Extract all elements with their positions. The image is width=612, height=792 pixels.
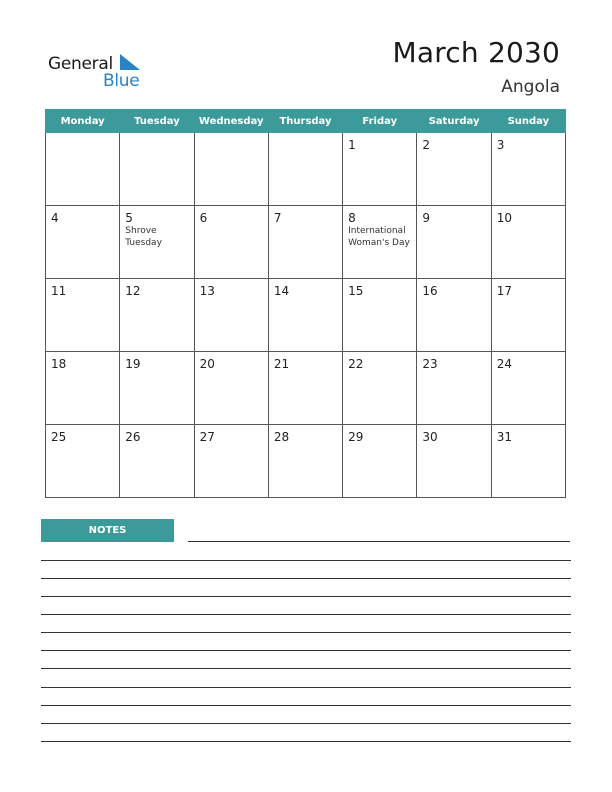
day-number: 3 xyxy=(496,138,505,152)
notes-line xyxy=(41,632,571,633)
day-cell xyxy=(268,206,342,279)
day-number: 16 xyxy=(422,284,438,298)
day-number: 9 xyxy=(422,211,431,225)
day-cell xyxy=(194,133,268,206)
day-cell xyxy=(194,352,268,425)
day-cell xyxy=(343,279,417,352)
page-title: March 2030 xyxy=(392,36,560,69)
notes-line xyxy=(41,741,571,742)
notes-heading: NOTES xyxy=(41,519,174,542)
day-cell xyxy=(491,133,565,206)
day-cell xyxy=(491,425,565,498)
notes-line xyxy=(188,541,570,542)
day-cell xyxy=(120,133,194,206)
day-cell xyxy=(46,206,120,279)
day-number: 12 xyxy=(125,284,141,298)
day-number: 18 xyxy=(51,357,67,371)
day-number: 2 xyxy=(422,138,431,152)
notes-line xyxy=(41,560,571,561)
day-cell xyxy=(417,133,491,206)
day-cell xyxy=(417,206,491,279)
day-cell xyxy=(343,352,417,425)
country-label: Angola xyxy=(501,77,560,97)
day-cell xyxy=(120,206,194,279)
brand-word-blue: Blue xyxy=(103,71,140,91)
notes-line xyxy=(41,578,571,579)
day-cell xyxy=(491,206,565,279)
day-number: 21 xyxy=(273,357,290,371)
day-cell xyxy=(343,425,417,498)
day-number: 28 xyxy=(273,430,290,444)
day-cell xyxy=(194,279,268,352)
day-cell xyxy=(417,279,491,352)
day-number: 22 xyxy=(348,357,364,371)
day-cell xyxy=(46,352,120,425)
notes-line xyxy=(41,614,571,615)
weekday-header: Saturday xyxy=(417,110,491,133)
weekday-header: Wednesday xyxy=(194,110,268,133)
holiday-label: Shrove Tuesday xyxy=(125,226,162,248)
day-number: 29 xyxy=(348,430,364,444)
day-number: 13 xyxy=(199,284,215,298)
day-cell xyxy=(268,425,342,498)
weekday-header: Tuesday xyxy=(120,110,194,133)
notes-line xyxy=(41,687,571,688)
holiday-label: International Woman's Day xyxy=(348,226,410,248)
day-cell xyxy=(120,352,194,425)
day-cell xyxy=(491,279,565,352)
day-cell xyxy=(417,352,491,425)
day-cell xyxy=(46,425,120,498)
notes-line xyxy=(41,723,571,724)
day-number: 24 xyxy=(496,357,512,371)
day-number: 23 xyxy=(422,357,438,371)
day-cell xyxy=(120,425,194,498)
day-number: 4 xyxy=(51,211,59,225)
day-number: 26 xyxy=(125,430,141,444)
day-number: 25 xyxy=(51,430,67,444)
weekday-header-row xyxy=(46,110,566,133)
day-number: 10 xyxy=(496,211,512,225)
calendar-grid xyxy=(45,109,566,498)
day-cell xyxy=(491,352,565,425)
day-cell xyxy=(268,279,342,352)
day-number: 14 xyxy=(273,284,290,298)
week-row xyxy=(46,425,566,498)
day-number: 15 xyxy=(348,284,364,298)
day-number: 20 xyxy=(199,357,215,371)
day-number: 5 xyxy=(125,211,133,225)
weekday-header: Sunday xyxy=(491,110,565,133)
week-row xyxy=(46,206,566,279)
brand-logo xyxy=(48,52,148,92)
day-cell xyxy=(343,133,417,206)
day-number: 1 xyxy=(348,138,356,152)
day-number: 8 xyxy=(348,211,356,225)
notes-line xyxy=(41,705,571,706)
day-number: 6 xyxy=(199,211,208,225)
day-number: 7 xyxy=(273,211,282,225)
day-cell xyxy=(417,425,491,498)
week-row xyxy=(46,279,566,352)
day-cell xyxy=(194,425,268,498)
day-number: 11 xyxy=(51,284,67,298)
notes-line xyxy=(41,596,571,597)
day-cell xyxy=(343,206,417,279)
day-cell xyxy=(46,133,120,206)
week-row xyxy=(46,133,566,206)
logo-flag-icon xyxy=(120,54,142,72)
day-number: 19 xyxy=(125,357,141,371)
notes-line xyxy=(41,668,571,669)
day-cell xyxy=(120,279,194,352)
day-number: 30 xyxy=(422,430,438,444)
week-row xyxy=(46,352,566,425)
day-number: 31 xyxy=(496,430,512,444)
day-cell xyxy=(268,133,342,206)
weekday-header: Friday xyxy=(343,110,417,133)
notes-line xyxy=(41,650,571,651)
brand-word-general: General xyxy=(48,54,113,74)
weekday-header: Monday xyxy=(46,110,120,133)
day-cell xyxy=(194,206,268,279)
day-cell xyxy=(46,279,120,352)
day-cell xyxy=(268,352,342,425)
weekday-header: Thursday xyxy=(268,110,342,133)
day-number: 27 xyxy=(199,430,215,444)
day-number: 17 xyxy=(496,284,512,298)
